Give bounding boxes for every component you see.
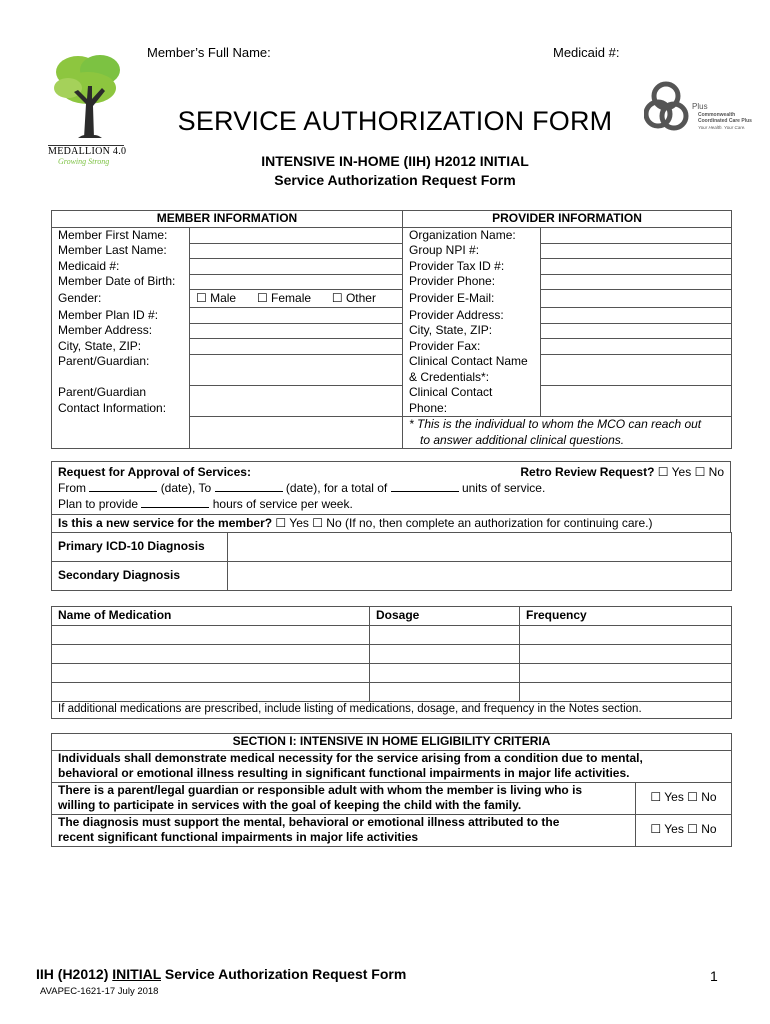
member-full-name-label: Member’s Full Name: (147, 45, 271, 60)
criterion-3-yes-checkbox[interactable]: ☐ Yes (650, 822, 684, 837)
member-info-heading: MEMBER INFORMATION (52, 211, 403, 228)
organization-name-label: Organization Name: (403, 227, 541, 243)
parent-guardian-field[interactable] (190, 354, 403, 385)
retro-yes-checkbox[interactable]: ☐ Yes (657, 465, 692, 479)
criterion-3-line1: The diagnosis must support the mental, behavioral or emotional illness attributed to the (58, 814, 560, 829)
member-dob-label: Member Date of Birth: (52, 274, 190, 290)
criterion-1-line1: Individuals shall demonstrate medical necessity for the service arising from a condition due to mental, (58, 750, 643, 765)
retro-no-checkbox[interactable]: ☐ No (694, 465, 724, 479)
provider-tax-id-label: Provider Tax ID #: (403, 259, 541, 275)
eligibility-criterion-3 (52, 814, 636, 846)
medication-name-field[interactable] (52, 626, 370, 645)
frequency-field[interactable] (520, 664, 732, 683)
request-approval-label: Request for Approval of Services: (58, 465, 251, 479)
to-label: (date), To (160, 481, 212, 495)
ccc-plus-text: Plus (692, 102, 708, 111)
member-address-label: Member Address: (52, 323, 190, 339)
eligibility-criterion-2 (52, 782, 636, 814)
gender-label: Gender: (52, 290, 190, 308)
gender-other-checkbox[interactable]: ☐ Other (331, 291, 376, 305)
guardian-contact-extra-field[interactable] (190, 417, 403, 449)
from-date-field[interactable] (89, 481, 157, 492)
clinical-contact-name-line2: & Credentials*: (409, 369, 490, 384)
guardian-contact-field[interactable] (190, 385, 403, 417)
member-first-name-field[interactable] (190, 227, 403, 243)
footnote-line1: * This is the individual to whom the MCO can reach out (409, 417, 702, 431)
clinical-contact-phone-line1: Clinical Contact (409, 385, 493, 399)
hours-label: hours of service per week. (212, 497, 353, 511)
provider-email-label: Provider E-Mail: (403, 290, 541, 308)
medication-row (52, 683, 732, 702)
medication-name-field[interactable] (52, 664, 370, 683)
eligibility-heading: SECTION I: INTENSIVE IN HOME ELIGIBILITY CRITERIA (52, 734, 732, 751)
provider-fax-field[interactable] (541, 339, 732, 355)
units-total-field[interactable] (391, 481, 459, 492)
provider-address-label: Provider Address: (403, 308, 541, 324)
gender-female-checkbox[interactable]: ☐ Female (256, 291, 312, 305)
provider-info-heading: PROVIDER INFORMATION (403, 211, 732, 228)
footer-title-prefix: IIH (H2012) (36, 966, 109, 982)
parent-guardian-label: Parent/Guardian: (52, 354, 190, 385)
footer-title-initial: INITIAL (112, 966, 161, 982)
new-service-yes-checkbox[interactable]: ☐ Yes (275, 516, 309, 530)
units-label: units of service. (461, 481, 546, 495)
provider-city-field[interactable] (541, 323, 732, 339)
eligibility-criterion-1 (52, 750, 732, 782)
primary-diagnosis-field[interactable] (228, 533, 732, 562)
eligibility-criteria-table (51, 733, 732, 847)
member-dob-field[interactable] (190, 274, 403, 290)
form-subtitle-request: Service Authorization Request Form (274, 172, 516, 188)
provider-tax-id-field[interactable] (541, 259, 732, 275)
clinical-contact-phone-field[interactable] (541, 385, 732, 417)
criterion-2-no-checkbox[interactable]: ☐ No (687, 790, 717, 805)
criterion-3-line2: recent significant functional impairments in major life activities (58, 830, 419, 844)
criterion-3-no-checkbox[interactable]: ☐ No (687, 822, 717, 837)
medicaid-number-label: Medicaid #: (553, 45, 620, 60)
group-npi-field[interactable] (541, 243, 732, 259)
gender-male-checkbox[interactable]: ☐ Male (196, 291, 237, 305)
criterion-2-line2: willing to participate in services with the goal of keeping the child with the family. (58, 798, 522, 812)
form-code: AVAPEC-1621-17 July 2018 (40, 986, 159, 997)
service-date-range (52, 480, 730, 496)
gender-options (190, 290, 403, 308)
frequency-field[interactable] (520, 626, 732, 645)
provider-fax-label: Provider Fax: (403, 339, 541, 355)
member-medicaid-label: Medicaid #: (52, 259, 190, 275)
dosage-field[interactable] (370, 626, 520, 645)
medications-table (51, 606, 732, 719)
ccc-logo-line2: Coordinated Care Plus (698, 118, 752, 124)
frequency-field[interactable] (520, 645, 732, 664)
member-plan-id-label: Member Plan ID #: (52, 308, 190, 324)
primary-diagnosis-label: Primary ICD-10 Diagnosis (52, 533, 228, 562)
diagnosis-table (51, 532, 732, 591)
criterion-2-options (636, 782, 732, 814)
medication-row (52, 626, 732, 645)
form-subtitle-service: INTENSIVE IN-HOME (IIH) H2012 INITIAL (261, 153, 529, 169)
guardian-contact-line1: Parent/Guardian (58, 385, 147, 399)
clinical-contact-name-field[interactable] (541, 354, 732, 385)
new-service-no-checkbox[interactable]: ☐ No (If no, then complete an authorization for continuing care.) (312, 516, 653, 530)
clinical-contact-footnote (403, 417, 732, 449)
secondary-diagnosis-field[interactable] (228, 562, 732, 591)
new-service-row (51, 514, 731, 533)
medications-note: If additional medications are prescribed, include listing of medications, dosage, and frequency in the Notes section. (52, 702, 732, 719)
member-city-field[interactable] (190, 339, 403, 355)
clinical-contact-name-line1: Clinical Contact Name (409, 354, 528, 368)
ccc-logo-line1: Commonwealth (698, 112, 736, 118)
medication-name-field[interactable] (52, 683, 370, 702)
from-label: From (58, 481, 86, 495)
member-last-name-field[interactable] (190, 243, 403, 259)
ccc-logo-tagline: Your Health. Your Care. (698, 125, 746, 130)
to-date-field[interactable] (215, 481, 283, 492)
provider-city-label: City, State, ZIP: (403, 323, 541, 339)
organization-name-field[interactable] (541, 227, 732, 243)
clinical-contact-phone-label (403, 385, 541, 417)
medication-row (52, 645, 732, 664)
medication-name-header: Name of Medication (52, 607, 370, 626)
member-last-name-label: Member Last Name: (52, 243, 190, 259)
new-service-question: Is this a new service for the member? (58, 516, 273, 530)
hours-per-week-field[interactable] (141, 497, 209, 508)
dosage-header: Dosage (370, 607, 520, 626)
page-number: 1 (710, 968, 718, 984)
frequency-field[interactable] (520, 683, 732, 702)
medication-name-field[interactable] (52, 645, 370, 664)
dosage-field[interactable] (370, 683, 520, 702)
frequency-header: Frequency (520, 607, 732, 626)
provider-email-field[interactable] (541, 290, 732, 308)
member-address-field[interactable] (190, 323, 403, 339)
form-title: SERVICE AUTHORIZATION FORM (177, 106, 613, 136)
medallion-logo-name: MEDALLION 4.0 (48, 146, 127, 157)
dosage-field[interactable] (370, 645, 520, 664)
member-provider-info-table (51, 210, 732, 449)
guardian-contact-line2: Contact Information: (58, 400, 167, 415)
dosage-field[interactable] (370, 664, 520, 683)
total-label: (date), for a total of (285, 481, 388, 495)
provider-address-field[interactable] (541, 308, 732, 324)
clinical-contact-phone-line2: Phone: (409, 400, 448, 415)
plan-to-provide-label: Plan to provide (58, 497, 139, 511)
member-first-name-label: Member First Name: (52, 227, 190, 243)
clinical-contact-name-label (403, 354, 541, 385)
criterion-1-line2: behavioral or emotional illness resulting in significant functional impairments in major life activities. (58, 766, 630, 780)
service-hours-row (52, 496, 730, 512)
criterion-2-yes-checkbox[interactable]: ☐ Yes (650, 790, 684, 805)
medication-row (52, 664, 732, 683)
criterion-2-line1: There is a parent/legal guardian or responsible adult with whom the member is living who is (58, 782, 583, 797)
provider-phone-field[interactable] (541, 274, 732, 290)
member-city-label: City, State, ZIP: (52, 339, 190, 355)
group-npi-label: Group NPI #: (403, 243, 541, 259)
member-medicaid-field[interactable] (190, 259, 403, 275)
footer-title (36, 966, 406, 982)
guardian-contact-label (52, 385, 190, 417)
footer-title-suffix: Service Authorization Request Form (164, 966, 407, 982)
request-approval-section (51, 461, 731, 515)
retro-review-label: Retro Review Request? (520, 465, 655, 479)
secondary-diagnosis-label: Secondary Diagnosis (52, 562, 228, 591)
member-plan-id-field[interactable] (190, 308, 403, 324)
footnote-line2: to answer additional clinical questions. (420, 432, 625, 447)
medallion-logo-tagline: Growing Strong (58, 157, 110, 166)
criterion-3-options (636, 814, 732, 846)
provider-phone-label: Provider Phone: (403, 274, 541, 290)
